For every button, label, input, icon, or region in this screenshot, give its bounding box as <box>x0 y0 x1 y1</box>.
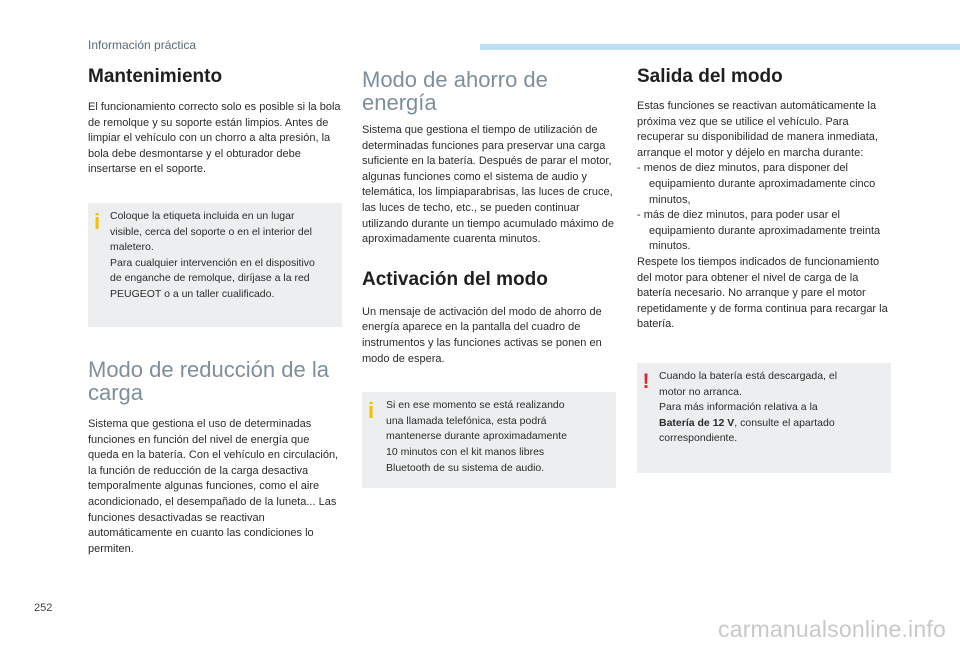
text-line: PEUGEOT o a un taller cualificado. <box>110 287 275 300</box>
reduccion-carga-body <box>88 417 342 557</box>
text-line: - más de diez minutos, para poder usar el <box>637 209 840 222</box>
text-line: Las funciones desactivadas se reactivan <box>88 495 337 524</box>
text-line: equipamiento durante aproximadamente <box>649 224 847 237</box>
text-line: Si en ese momento se está realizando <box>386 399 565 412</box>
text-line: de enganche de remolque, diríjase a la red <box>110 272 310 285</box>
text-line: de instrumentos y las funciones activas se <box>362 321 581 349</box>
title-line: Modo de reducción de la <box>88 356 329 382</box>
text-line: queda en la batería. <box>88 449 186 462</box>
warning-note <box>637 363 891 473</box>
text-line: treinta minutos. <box>649 224 881 253</box>
text-line: - menos de diez minutos, para disponer del <box>637 162 848 175</box>
text-line <box>659 416 883 432</box>
text-line: de determinadas funciones para preservar una <box>362 124 598 152</box>
mantenimiento-title: Mantenimiento <box>88 66 223 87</box>
info-note <box>362 392 616 488</box>
text-line: El funcionamiento correcto solo es posible si la <box>88 101 317 113</box>
info-icon: i <box>367 398 375 424</box>
reduccion-carga-title <box>88 358 342 404</box>
text-line: alta presión, la bola debe desmontarse y el <box>88 132 331 160</box>
salida-modo-title: Salida del modo <box>637 66 783 87</box>
text-line: aproximadamente cuarenta minutos. <box>362 233 541 246</box>
text-line: Bluetooth de su sistema de audio. <box>386 461 545 474</box>
title-line: energía <box>362 90 437 115</box>
text-line: ponen en modo de espera. <box>362 336 602 365</box>
text-line: permiten. <box>88 542 134 555</box>
text-line: carga suficiente en la batería. <box>362 139 606 168</box>
text-line: como el sistema de audio y telemática, los <box>362 170 588 199</box>
info-note <box>88 203 342 327</box>
text-line: Para recuperar su disponibilidad de manera <box>637 115 849 144</box>
text-line: cinco minutos, <box>649 177 876 206</box>
text-line: Sistema que gestiona el uso de determinadas <box>88 417 312 430</box>
title-line: Modo de ahorro de <box>362 67 548 92</box>
warning-icon: ! <box>642 369 650 393</box>
text-line: automáticamente en cuanto las condiciones lo <box>88 527 314 540</box>
text-line: Estas funciones se reactivan automáticamente <box>637 100 865 112</box>
text-line: marcha durante: <box>783 146 864 159</box>
text-line: Para cualquier intervención en el dispositivo <box>110 256 315 269</box>
salida-modo-body <box>637 99 891 333</box>
text-line: funciones en función del nivel de energía que <box>88 433 310 446</box>
text-line: obturador debe insertarse en el soporte. <box>88 147 301 176</box>
text-line: 10 minutos con el kit manos libres <box>386 445 545 458</box>
text-line: de carga de la batería necesario. <box>637 271 859 300</box>
text-line: reducción de la carga desactiva temporalmente <box>88 464 309 493</box>
page-number: 252 <box>34 602 53 614</box>
text-line: Con el vehículo en circulación, la función de <box>88 449 339 477</box>
text-line: funcionamiento del motor para obtener el nivel <box>637 255 880 284</box>
text-line: durante un tiempo acumulado máximo de <box>411 217 614 230</box>
text-line: Cuando la batería está descargada, el <box>659 369 838 382</box>
ahorro-energia-title <box>362 68 616 114</box>
text-line: Un mensaje de activación del modo de ahorro <box>362 305 587 318</box>
title-line: carga <box>88 379 144 405</box>
dash-item <box>637 208 891 255</box>
activacion-title: Activación del modo <box>362 268 548 290</box>
text-line: Coloque la etiqueta incluida en un lugar <box>110 209 295 222</box>
activacion-body <box>362 305 616 367</box>
text-line: motor no arranca. <box>659 385 742 398</box>
header-accent-bar <box>480 44 960 50</box>
text-line: el desempañado de la luneta... <box>165 495 316 508</box>
column-2 <box>362 68 616 488</box>
column-1 <box>88 64 342 557</box>
text-line: la próxima vez que se utilice el vehículo. <box>637 100 877 128</box>
section-header: Información práctica <box>88 38 197 52</box>
ahorro-energia-body <box>362 123 616 248</box>
text-line: No arranque y pare el motor repetidamente y <box>637 287 866 315</box>
text-fragment: , consulte el apartado <box>734 416 835 429</box>
text-line: Sistema que gestiona el tiempo de utilización <box>362 124 583 136</box>
dash-item <box>637 161 891 208</box>
text-line: mantenerse durante aproximadamente <box>386 430 567 443</box>
watermark: carmanualsonline.info <box>718 616 946 642</box>
text-line: Antes de limpiar el vehículo con un chorro a <box>88 116 329 145</box>
mantenimiento-body <box>88 100 342 178</box>
text-line: Después de parar el motor, algunas funciones <box>362 155 612 183</box>
text-line: equipamiento durante aproximadamente <box>649 177 847 190</box>
text-line: correspondiente. <box>659 432 738 445</box>
text-line: Respete los tiempos indicados de <box>637 255 802 268</box>
text-line: visible, cerca del soporte o en el interior del <box>110 225 312 238</box>
text-line: una llamada telefónica, esta podrá <box>386 414 547 427</box>
bold-reference: Batería de 12 V <box>659 416 735 429</box>
text-line: maletero. <box>110 241 154 254</box>
text-line: Para más información relativa a la <box>659 401 818 414</box>
column-3 <box>637 64 891 473</box>
text-line: de techo, etc., se pueden continuar utilizando <box>362 201 580 230</box>
text-line: de forma continua para recargar la batería. <box>637 302 888 331</box>
text-line: inmediata, arranque el motor y déjelo en <box>637 131 878 159</box>
text-line: bola de remolque y su soporte están limpios. <box>88 101 341 129</box>
text-line: de energía aparece en la pantalla del cuadro <box>362 305 602 334</box>
text-line: algunas funciones, como el aire acondicionado, <box>88 480 320 508</box>
info-icon: i <box>93 208 101 234</box>
text-line: limpiaparabrisas, las luces de cruce, las luces <box>362 186 613 214</box>
